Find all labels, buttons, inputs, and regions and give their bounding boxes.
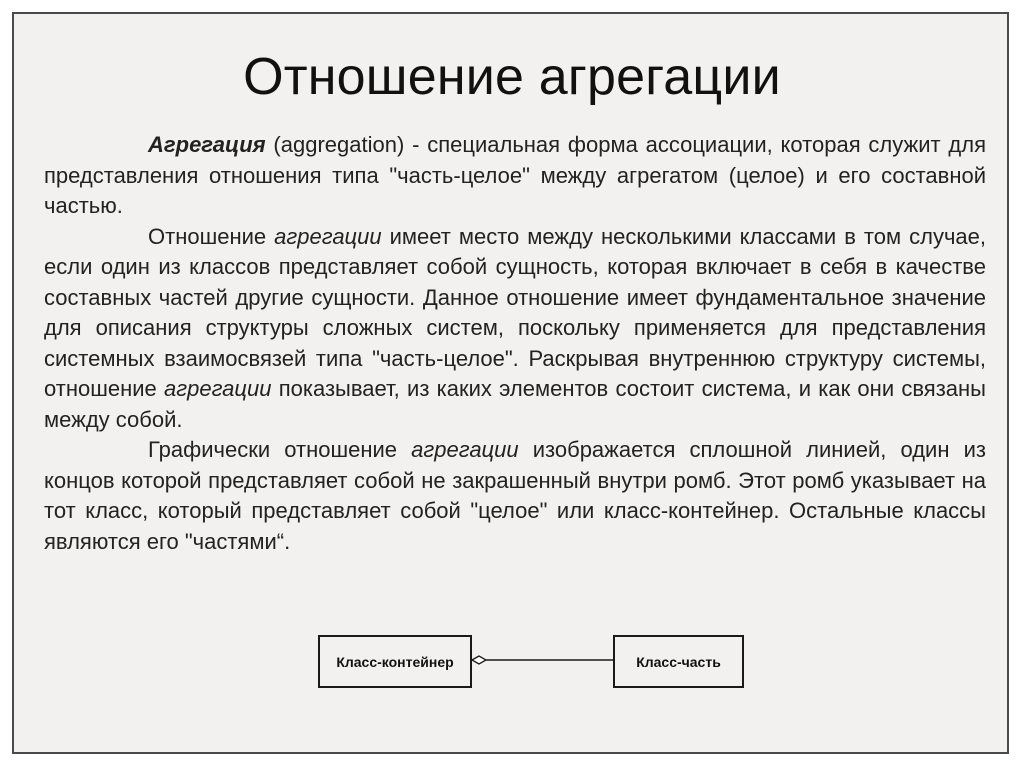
slide-title: Отношение агрегации — [243, 48, 781, 106]
term-aggregation: Агрегация — [148, 132, 266, 157]
notation-end: изображается сплошной линией, один из концов которой представляет собой не закрашенный внутри ромб. Этот ромб указывает на тот класс, который представляет собой "целое" или класс-контейнер. Остальные классы являются его "частями“. — [44, 437, 986, 554]
description-start: Отношение — [148, 223, 275, 249]
term-aggregation-1: агрегации — [274, 223, 382, 249]
description-middle: имеет место между несколькими классами в том случае, если один из классов представляет собой сущность, которая включает в себя в качестве составных частей другие сущности. Данное отношение имеет фундаментальное значение для описания структуры сложных систем, поскольку применяется для представления системных взаимосвязей типа "часть-целое". Раскрывая внутреннюю структуру системы, отношение — [44, 223, 986, 401]
term-aggregation-2: агрегации — [164, 376, 272, 401]
body-text — [44, 130, 986, 557]
paragraph-notation — [44, 435, 986, 557]
paragraph-definition — [44, 130, 986, 222]
class-part-label: Класс-часть — [636, 653, 721, 670]
description-end: показывает, из каких элементов состоит система, и как они связаны между собой. — [44, 376, 986, 432]
class-container-label: Класс-контейнер — [336, 653, 454, 670]
notation-start: Графически отношение — [148, 437, 412, 462]
paragraph-description — [44, 222, 986, 436]
definition-text: (aggregation) - специальная форма ассоциации, которая служит для представления отношения типа "часть-целое" между агрегатом (целое) и его составной частью. — [44, 132, 986, 218]
term-aggregation-3: агрегации — [411, 437, 519, 462]
